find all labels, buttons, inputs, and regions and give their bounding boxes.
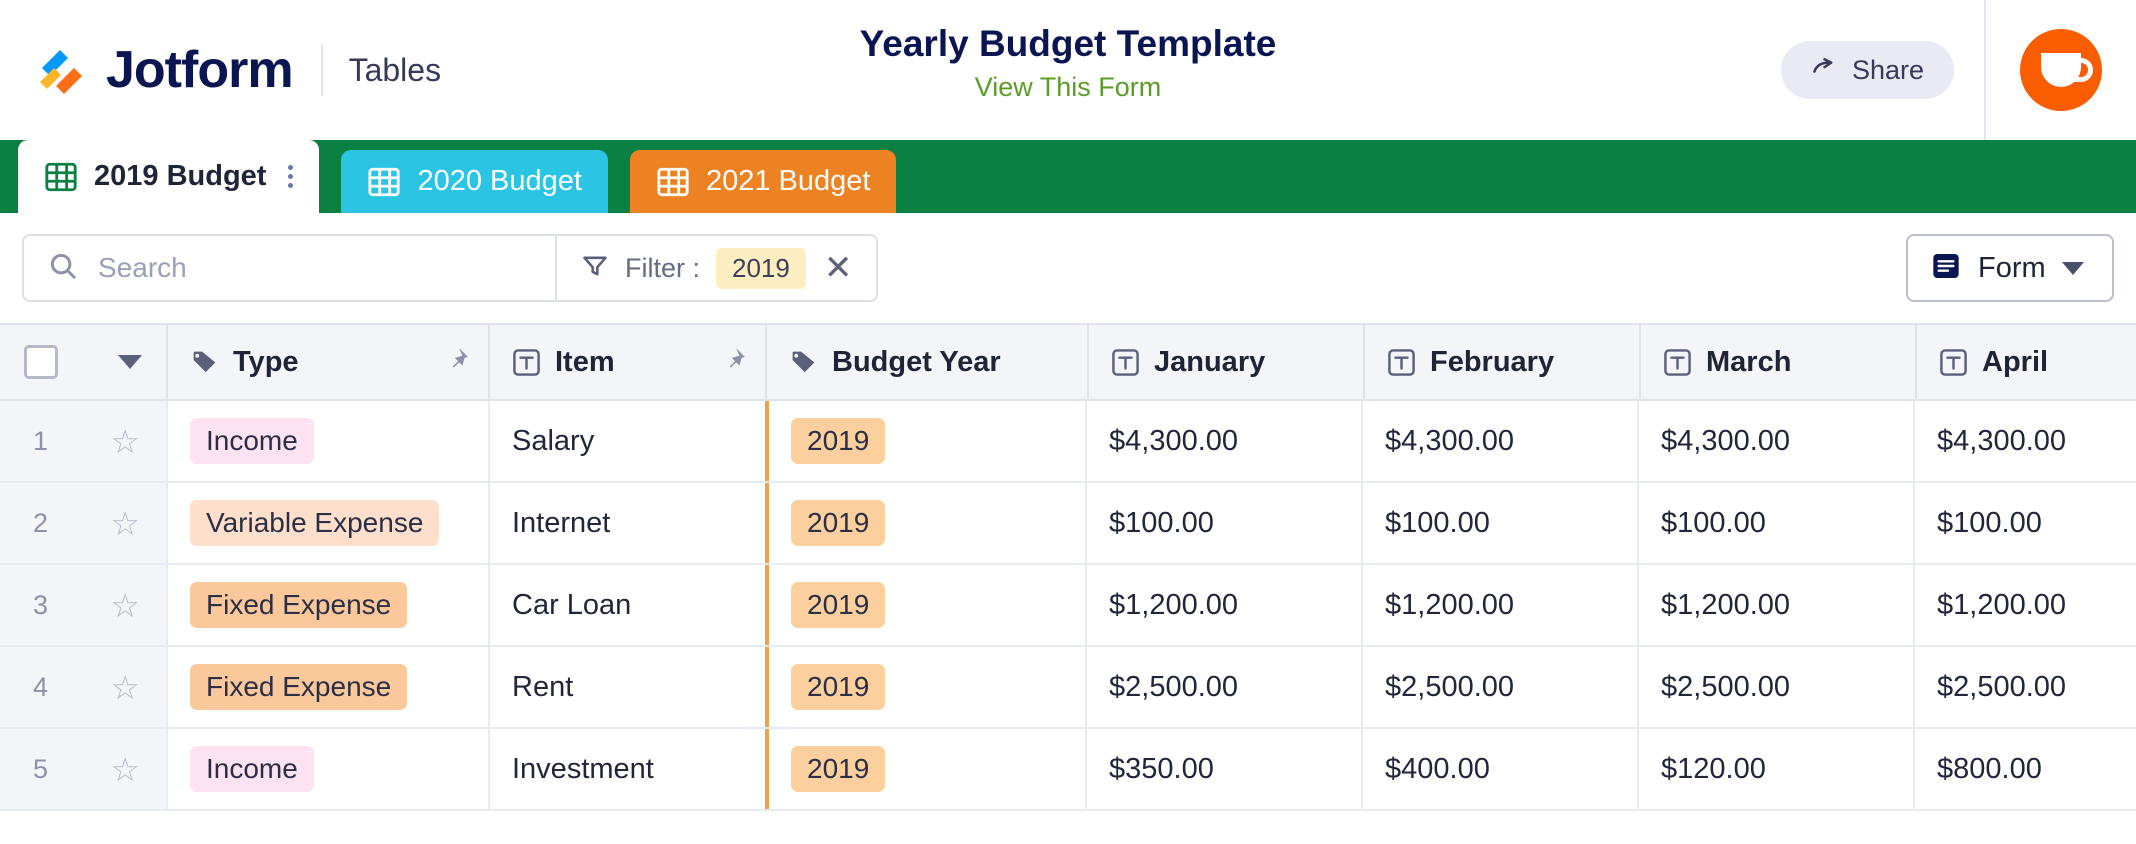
cell-january[interactable]: $1,200.00 xyxy=(1087,565,1363,645)
cell-item[interactable]: Salary xyxy=(490,401,767,481)
table-row[interactable] xyxy=(0,647,2136,729)
table-grid-icon xyxy=(44,160,78,194)
text-icon xyxy=(1663,348,1692,377)
cell-type[interactable] xyxy=(168,565,490,645)
app-header xyxy=(0,0,2136,140)
star-icon[interactable]: ☆ xyxy=(110,504,140,542)
cell-type[interactable] xyxy=(168,401,490,481)
column-header-label: January xyxy=(1154,345,1266,378)
jotform-logo-icon xyxy=(34,42,90,98)
column-header-label: Item xyxy=(555,345,615,378)
table-grid-icon xyxy=(367,165,401,199)
cell-february[interactable]: $100.00 xyxy=(1363,483,1639,563)
star-icon[interactable]: ☆ xyxy=(110,668,140,706)
cell-type[interactable] xyxy=(168,729,490,809)
cell-march[interactable]: $100.00 xyxy=(1639,483,1915,563)
column-header-january[interactable] xyxy=(1089,325,1365,399)
filter-label: Filter : xyxy=(625,252,701,283)
table-grid-icon xyxy=(656,165,690,199)
sheet-tab-label: 2020 Budget xyxy=(417,165,582,197)
star-icon[interactable]: ☆ xyxy=(110,750,140,788)
row-number: 2 xyxy=(32,507,48,538)
column-header-item[interactable] xyxy=(490,325,767,399)
cell-march[interactable]: $4,300.00 xyxy=(1639,401,1915,481)
cell-february[interactable]: $1,200.00 xyxy=(1363,565,1639,645)
column-header-label: March xyxy=(1706,345,1792,378)
status-badge: Income xyxy=(190,418,314,464)
cell-april[interactable]: $2,500.00 xyxy=(1915,647,2136,727)
header-actions xyxy=(1781,0,2136,140)
pin-icon[interactable] xyxy=(721,346,747,379)
select-all-cell[interactable] xyxy=(0,325,168,399)
cell-february[interactable]: $4,300.00 xyxy=(1363,401,1639,481)
sheet-tab-2019[interactable] xyxy=(18,140,319,213)
status-badge: 2019 xyxy=(791,746,885,792)
star-icon[interactable]: ☆ xyxy=(110,586,140,624)
cell-budget-year[interactable] xyxy=(765,729,1087,809)
cell-type[interactable] xyxy=(168,647,490,727)
column-header-march[interactable] xyxy=(1641,325,1917,399)
search-box[interactable] xyxy=(22,234,557,302)
row-selector[interactable] xyxy=(0,401,168,481)
view-form-link[interactable]: View This Form xyxy=(974,72,1162,103)
sheet-tab-2020[interactable] xyxy=(341,150,607,213)
share-arrow-icon xyxy=(1811,57,1838,84)
table-row[interactable] xyxy=(0,401,2136,483)
status-badge: Fixed Expense xyxy=(190,582,407,628)
header-divider xyxy=(321,44,323,96)
table-row[interactable] xyxy=(0,729,2136,811)
cell-type[interactable] xyxy=(168,483,490,563)
cell-february[interactable]: $400.00 xyxy=(1363,729,1639,809)
close-icon[interactable]: ✕ xyxy=(823,249,853,287)
status-badge: Income xyxy=(190,746,314,792)
text-icon xyxy=(1939,348,1968,377)
filter-value-chip[interactable]: 2019 xyxy=(716,248,806,289)
table-row[interactable] xyxy=(0,565,2136,647)
sheet-tab-2021[interactable] xyxy=(630,150,896,213)
pin-icon[interactable] xyxy=(444,346,470,379)
star-icon[interactable]: ☆ xyxy=(110,422,140,460)
column-header-label: February xyxy=(1430,345,1555,378)
tag-icon xyxy=(789,348,818,377)
view-switcher-label: Form xyxy=(1978,251,2046,284)
sheet-tabs xyxy=(0,140,2136,213)
search-icon xyxy=(48,251,78,286)
status-badge: 2019 xyxy=(791,418,885,464)
column-header-february[interactable] xyxy=(1365,325,1641,399)
status-badge: 2019 xyxy=(791,500,885,546)
cell-april[interactable]: $800.00 xyxy=(1915,729,2136,809)
page-title: Yearly Budget Template xyxy=(859,23,1277,64)
cell-budget-year[interactable] xyxy=(765,647,1087,727)
cell-april[interactable]: $100.00 xyxy=(1915,483,2136,563)
column-header-type[interactable] xyxy=(168,325,490,399)
status-badge: 2019 xyxy=(791,582,885,628)
view-switcher[interactable] xyxy=(1906,234,2114,302)
cell-april[interactable]: $4,300.00 xyxy=(1915,401,2136,481)
table-header-row xyxy=(0,323,2136,401)
row-selector[interactable] xyxy=(0,565,168,645)
cell-budget-year[interactable] xyxy=(765,565,1087,645)
column-header-label: Type xyxy=(233,345,299,378)
row-selector[interactable] xyxy=(0,483,168,563)
cell-january[interactable]: $4,300.00 xyxy=(1087,401,1363,481)
share-button[interactable] xyxy=(1781,41,1954,99)
table-row[interactable] xyxy=(0,483,2136,565)
status-badge: Variable Expense xyxy=(190,500,439,546)
cell-january[interactable]: $350.00 xyxy=(1087,729,1363,809)
select-all-checkbox[interactable] xyxy=(24,345,58,379)
row-number: 1 xyxy=(32,425,48,456)
chevron-down-icon xyxy=(2062,262,2084,275)
cell-march[interactable]: $120.00 xyxy=(1639,729,1915,809)
column-header-april[interactable] xyxy=(1917,325,2136,399)
text-icon xyxy=(1111,348,1140,377)
brand-name: Jotform xyxy=(106,41,293,99)
cell-budget-year[interactable] xyxy=(765,401,1087,481)
cell-item[interactable]: Rent xyxy=(490,647,767,727)
row-number: 3 xyxy=(32,589,48,620)
avatar[interactable] xyxy=(2020,29,2102,111)
product-name: Tables xyxy=(348,51,442,88)
cell-march[interactable]: $2,500.00 xyxy=(1639,647,1915,727)
cell-january[interactable]: $100.00 xyxy=(1087,483,1363,563)
row-number: 4 xyxy=(32,671,48,702)
cell-february[interactable]: $2,500.00 xyxy=(1363,647,1639,727)
table-toolbar xyxy=(0,213,2136,323)
row-selector[interactable] xyxy=(0,647,168,727)
text-icon xyxy=(512,348,541,377)
chevron-down-icon[interactable] xyxy=(118,355,142,369)
data-table xyxy=(0,323,2136,811)
column-header-budget-year[interactable] xyxy=(767,325,1089,399)
cell-budget-year[interactable] xyxy=(765,483,1087,563)
row-selector[interactable] xyxy=(0,729,168,809)
cell-april[interactable]: $1,200.00 xyxy=(1915,565,2136,645)
tag-icon xyxy=(190,348,219,377)
filter-icon xyxy=(581,252,609,285)
column-header-label: Budget Year xyxy=(832,345,1001,378)
filter-chip-group[interactable] xyxy=(557,234,878,302)
column-header-label: April xyxy=(1982,345,2049,378)
status-badge: Fixed Expense xyxy=(190,664,407,710)
search-input[interactable] xyxy=(96,251,531,285)
status-badge: 2019 xyxy=(791,664,885,710)
cell-january[interactable]: $2,500.00 xyxy=(1087,647,1363,727)
share-button-label: Share xyxy=(1851,54,1924,85)
sheet-tab-label: 2021 Budget xyxy=(705,165,871,197)
user-avatar-icon xyxy=(2041,53,2081,87)
cell-march[interactable]: $1,200.00 xyxy=(1639,565,1915,645)
text-icon xyxy=(1387,348,1416,377)
sheet-tab-label: 2019 Budget xyxy=(94,160,267,192)
sheet-tab-menu-icon[interactable] xyxy=(288,165,293,188)
row-number: 5 xyxy=(32,753,48,784)
brand-logo[interactable] xyxy=(0,42,293,98)
form-view-icon xyxy=(1930,250,1962,287)
cell-item[interactable]: Internet xyxy=(490,483,767,563)
header-right-divider xyxy=(1984,0,1986,140)
cell-item[interactable]: Investment xyxy=(490,729,767,809)
cell-item[interactable]: Car Loan xyxy=(490,565,767,645)
